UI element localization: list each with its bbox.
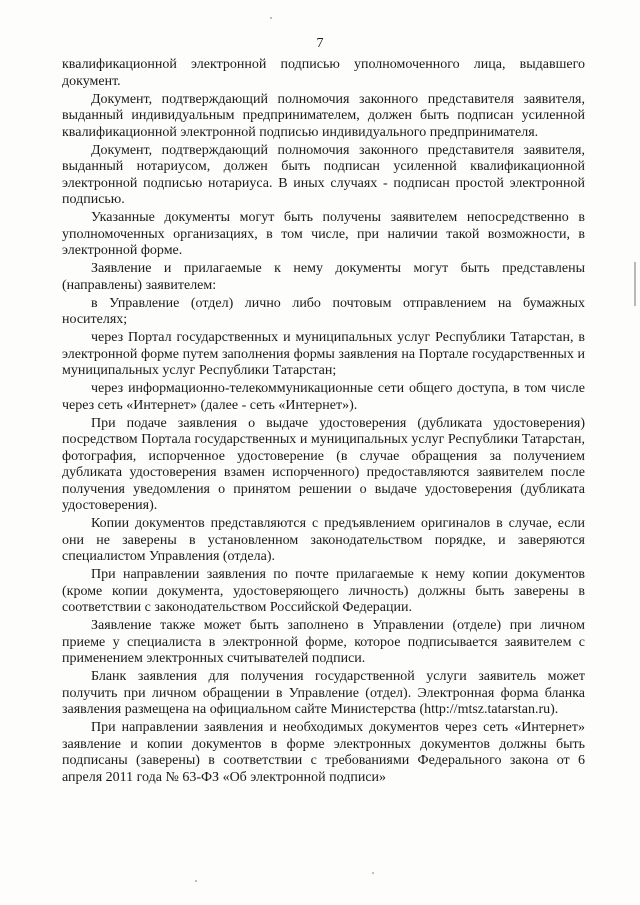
paragraph: При направлении заявления по почте прилагаемые к нему копии документов (кроме копии документа, удостоверяющего личность) должны быть заверены в соответствии с законодательством Российской Федерации. [62, 567, 585, 615]
paragraph: Бланк заявления для получения государственной услуги заявитель может получить при личном обращении в Управление (отдел). Электронная форма бланка заявления размещена на официальном сайте Министерства (http://mtsz.tatarstan.ru). [62, 669, 585, 717]
scan-artifact [195, 880, 197, 882]
paragraph: в Управление (отдел) лично либо почтовым отправлением на бумажных носителях; [62, 295, 585, 327]
paragraph: Документ, подтверждающий полномочия законного представителя заявителя, выданный индивидуальным предпринимателем, должен быть подписан усиленной квалификационной электронной подписью индивидуального предпринимателя. [62, 91, 585, 140]
paragraph: При направлении заявления и необходимых документов через сеть «Интернет» заявление и копии документов в форме электронных документов должны быть подписаны (заверены) в соответствии с требованиями Федерального закона от 6 апреля 2011 года № 63-ФЗ «Об электронной подписи» [62, 720, 585, 785]
paragraph: Указанные документы могут быть получены заявителем непосредственно в уполномоченных организациях, в том числе, при наличии такой возможности, в электронной форме. [62, 210, 585, 258]
scan-artifact [270, 17, 272, 19]
paragraph: Заявление также может быть заполнено в Управлении (отделе) при личном приеме у специалиста в электронной форме, которое подписывается заявителем с применением электронных считывателей подписи. [62, 618, 585, 666]
page-number: 7 [316, 36, 324, 51]
scan-artifact [372, 872, 374, 874]
document-body [62, 57, 585, 788]
paragraph: При подаче заявления о выдаче удостоверения (дубликата удостоверения) посредством Портала государственных и муниципальных услуг Республики Татарстан, фотография, испорченное удостоверение (в случае обращения за получением дубликата удостоверения взамен испорченного) предоставляются заявителем после получения уведомления о принятом решении о выдаче удостоверения (дубликата удостоверения). [62, 415, 585, 513]
paragraph: через Портал государственных и муниципальных услуг Республики Татарстан, в электронной форме путем заполнения формы заявления на Портале государственных и муниципальных услуг Республики Татарстан; [62, 330, 585, 378]
paragraph: квалификационной электронной подписью уполномоченного лица, выдавшего документ. [62, 57, 585, 89]
paragraph: Заявление и прилагаемые к нему документы могут быть представлены (направлены) заявителем: [62, 261, 585, 293]
scan-artifact [634, 262, 636, 306]
paragraph: Документ, подтверждающий полномочия законного представителя заявителя, выданный нотариусом, должен быть подписан усиленной квалификационной электронной подписью нотариуса. В иных случаях - подписан простой электронной подписью. [62, 142, 585, 207]
paragraph: Копии документов представляются с предъявлением оригиналов в случае, если они не заверены в установленном законодательством порядке, и заверяются специалистом Управления (отдела). [62, 516, 585, 564]
paragraph: через информационно-телекоммуникационные сети общего доступа, в том числе через сеть «Интернет» (далее - сеть «Интернет»). [62, 381, 585, 413]
